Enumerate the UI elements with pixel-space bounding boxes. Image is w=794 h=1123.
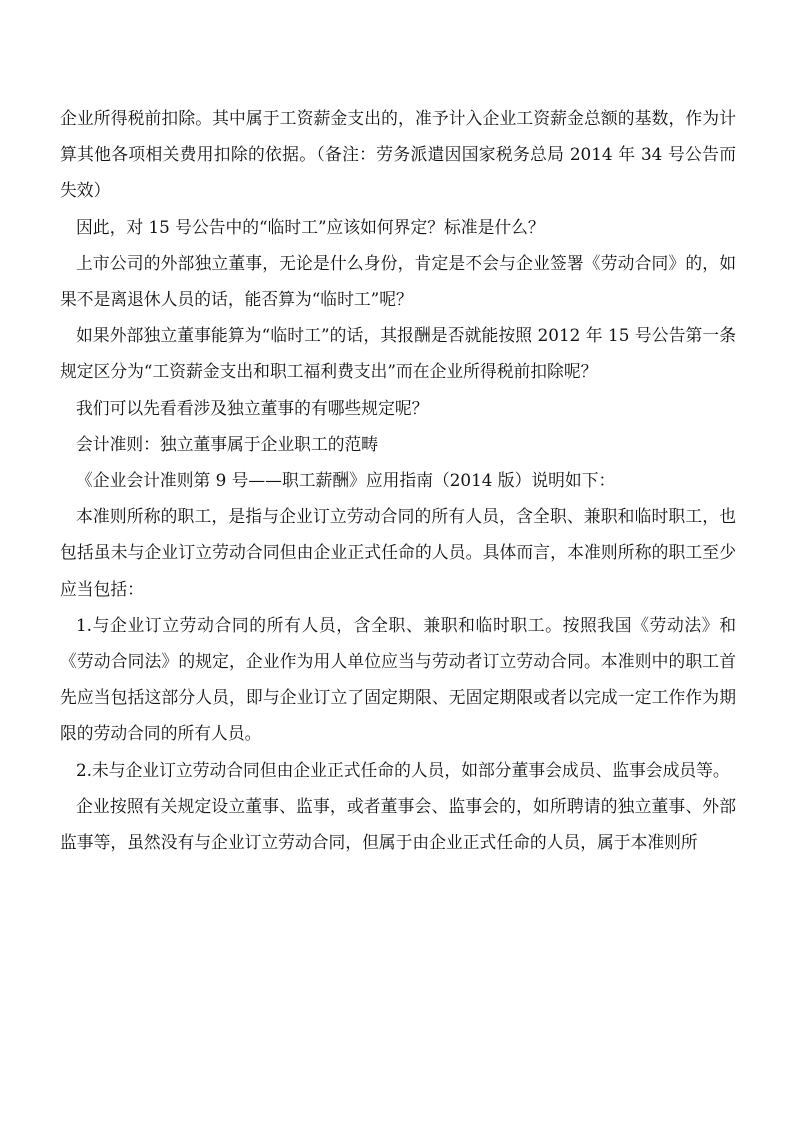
document-body	[60, 100, 736, 860]
paragraph-directors-supervisors: 企业按照有关规定设立董事、监事，或者董事会、监事会的，如所聘请的独立董事、外部监事等，虽然没有与企业订立劳动合同，但属于由企业正式任命的人员，属于本准则所	[60, 795, 736, 853]
paragraph-guideline-reference: 《企业会计准则第 9 号——职工薪酬》应用指南（2014 版）说明如下：	[76, 470, 616, 491]
paragraph-tax-deduction-continued: 企业所得税前扣除。其中属于工资薪金支出的，准予计入企业工资薪金总额的基数，作为计算其他各项相关费用扣除的依据。（备注：劳务派遣因国家税务总局 2014 年 34 号公告而失效）	[60, 108, 736, 201]
paragraph-independent-director-question: 上市公司的外部独立董事，无论是什么身份，肯定是不会与企业签署《劳动合同》的，如果不是离退休人员的话，能否算为“临时工”呢？	[60, 252, 736, 310]
paragraph-item-2: 2.未与企业订立劳动合同但由企业正式任命的人员，如部分董事会成员、监事会成员等。	[76, 759, 730, 780]
paragraph-remuneration-question: 如果外部独立董事能算为“临时工”的话，其报酬是否就能按照 2012 年 15 号公告第一条规定区分为“工资薪金支出和职工福利费支出”而在企业所得税前扣除呢？	[60, 325, 736, 382]
paragraph-accounting-standard-heading: 会计准则：独立董事属于企业职工的范畴	[76, 433, 379, 454]
paragraph-item-1: 1.与企业订立劳动合同的所有人员，含全职、兼职和临时职工。按照我国《劳动法》和《劳动合同法》的规定，企业作为用人单位应当与劳动者订立劳动合同。本准则中的职工首先应当包括这部分人员，即与企业订立了固定期限、无固定期限或者以完成一定工作作为期限的劳动合同的所有人员。	[60, 614, 736, 744]
paragraph-employee-definition: 本准则所称的职工，是指与企业订立劳动合同的所有人员，含全职、兼职和临时职工，也包括虽未与企业订立劳动合同但由企业正式任命的人员。具体而言，本准则所称的职工至少应当包括：	[60, 506, 736, 599]
paragraph-regulations-intro: 我们可以先看看涉及独立董事的有哪些规定呢？	[76, 397, 429, 418]
paragraph-temp-worker-question: 因此，对 15 号公告中的“临时工”应该如何界定？标准是什么？	[76, 216, 545, 237]
